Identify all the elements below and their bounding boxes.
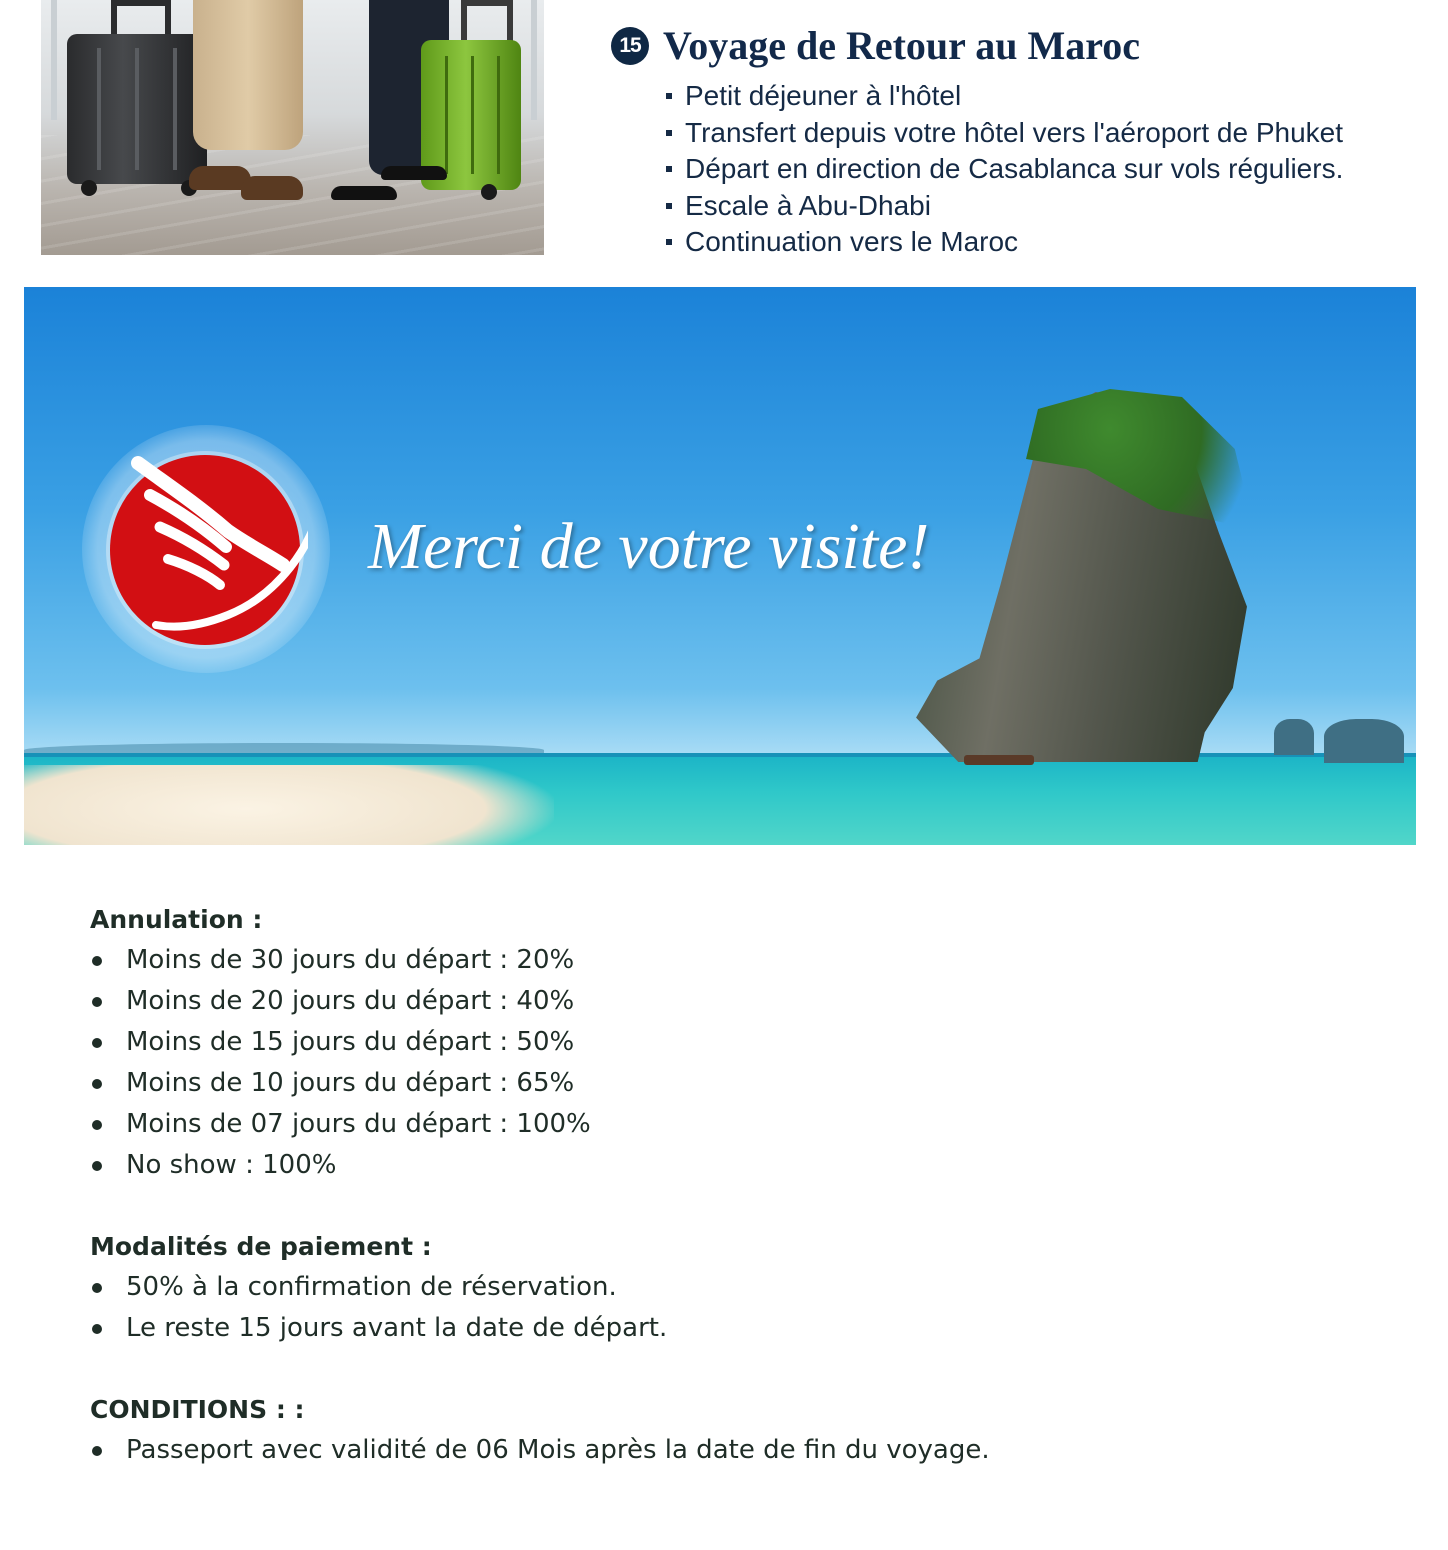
bullet-icon — [92, 1038, 102, 1048]
payment-list — [90, 1267, 667, 1349]
luggage-photo — [41, 0, 544, 255]
list-item: Passeport avec validité de 06 Mois après la date de fin du voyage. — [90, 1430, 990, 1471]
thank-you-banner — [24, 287, 1416, 845]
section-heading: CONDITIONS : : — [90, 1395, 305, 1424]
bullet-icon — [92, 1324, 102, 1334]
bullet-icon — [92, 1446, 102, 1456]
list-item: Moins de 10 jours du départ : 65% — [90, 1063, 591, 1104]
conditions-list — [90, 1430, 990, 1471]
payment-section — [90, 1227, 667, 1349]
window-rail — [51, 0, 57, 120]
square-bullet-icon — [666, 239, 672, 245]
list-item: 50% à la confirmation de réservation. — [90, 1267, 667, 1308]
day-header — [611, 22, 1140, 69]
list-item: Escale à Abu-Dhabi — [666, 188, 1343, 225]
wheel — [481, 184, 497, 200]
cancellation-section — [90, 900, 591, 1186]
bullet-icon — [92, 1283, 102, 1293]
shoe — [381, 166, 447, 180]
list-item: No show : 100% — [90, 1145, 591, 1186]
list-item: Petit déjeuner à l'hôtel — [666, 78, 1343, 115]
conditions-section — [90, 1390, 990, 1471]
square-bullet-icon — [666, 130, 672, 136]
list-item: Le reste 15 jours avant la date de départ. — [90, 1308, 667, 1349]
window-rail — [531, 0, 537, 120]
islet — [1324, 719, 1404, 763]
cancellation-list — [90, 940, 591, 1186]
list-item: Moins de 30 jours du départ : 20% — [90, 940, 591, 981]
list-item: Départ en direction de Casablanca sur vols réguliers. — [666, 151, 1343, 188]
longtail-boat — [964, 755, 1034, 765]
thank-you-message: Merci de votre visite! — [368, 510, 930, 583]
square-bullet-icon — [666, 93, 672, 99]
list-item: Moins de 15 jours du départ : 50% — [90, 1022, 591, 1063]
shoe — [241, 176, 303, 200]
traveler-legs — [193, 0, 303, 150]
section-heading: Modalités de paiement : — [90, 1232, 432, 1261]
section-heading: Annulation : — [90, 905, 263, 934]
square-bullet-icon — [666, 203, 672, 209]
bullet-icon — [92, 1120, 102, 1130]
bullet-icon — [92, 1161, 102, 1171]
black-suitcase — [67, 34, 207, 184]
red-bird-logo-icon — [108, 455, 308, 645]
list-item: Moins de 07 jours du départ : 100% — [90, 1104, 591, 1145]
shoe — [331, 186, 397, 200]
day-itinerary-list — [666, 78, 1343, 261]
list-item: Moins de 20 jours du départ : 40% — [90, 981, 591, 1022]
islet — [1274, 719, 1314, 755]
bullet-icon — [92, 997, 102, 1007]
list-item: Transfert depuis votre hôtel vers l'aéroport de Phuket — [666, 115, 1343, 152]
wheel — [81, 180, 97, 196]
bullet-icon — [92, 956, 102, 966]
square-bullet-icon — [666, 166, 672, 172]
day-number-badge: 15 — [611, 27, 649, 65]
sand-beach — [24, 765, 554, 845]
list-item: Continuation vers le Maroc — [666, 224, 1343, 261]
day-title: Voyage de Retour au Maroc — [663, 23, 1140, 68]
bullet-icon — [92, 1079, 102, 1089]
